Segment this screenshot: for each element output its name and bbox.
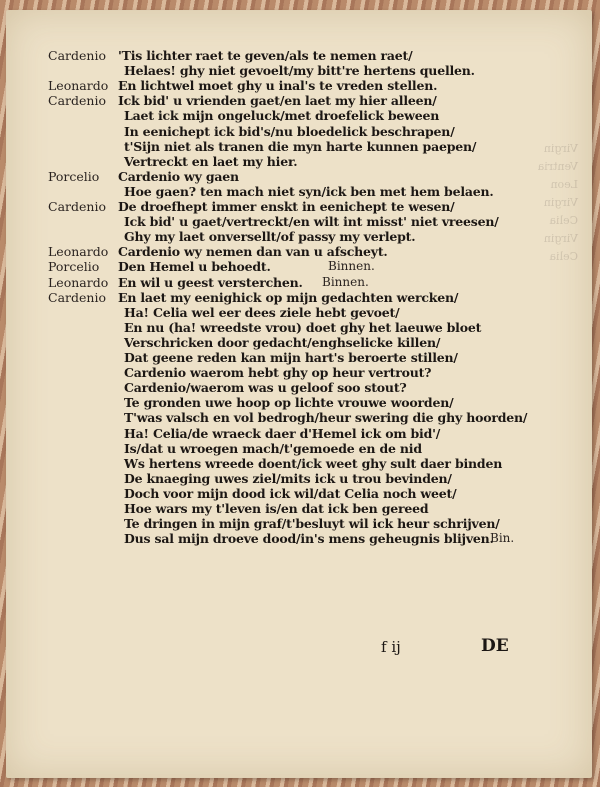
verse-line — [6, 456, 592, 471]
speaker-name: Leonardo — [48, 78, 109, 94]
verse-text: Cardenio waerom hebt ghy op heur vertrout? — [124, 365, 432, 381]
verse-text: Cardenio wy gaen — [118, 168, 239, 184]
verse-line — [6, 365, 592, 380]
verse-line — [6, 63, 592, 78]
verse-line — [6, 244, 592, 259]
verse-line — [6, 410, 592, 425]
verse-line — [6, 108, 592, 123]
verse-line — [6, 259, 592, 274]
play-text — [6, 10, 592, 778]
verse-text: Helaes! ghy niet gevoelt/my bitt're hertens quellen. — [124, 63, 475, 79]
verse-text: En nu (ha! wreedste vrou) doet ghy het laeuwe bloet — [124, 319, 482, 335]
verse-text: En wil u geest versterchen. — [118, 274, 303, 290]
verse-line — [6, 320, 592, 335]
verse-line — [6, 154, 592, 169]
verse-text: Hoe gaen? ten mach niet syn/ick ben met hem belaen. — [124, 183, 494, 199]
stage-direction: Bin. — [490, 531, 515, 546]
verse-text: Cardenio/waerom was u geloof soo stout? — [124, 380, 407, 396]
bleed-line: Leon — [550, 178, 578, 191]
verse-line — [6, 184, 592, 199]
verse-text: 'Tis lichter raet te geven/als te nemen raet/ — [118, 48, 413, 63]
verse-text: T'was valsch en vol bedrogh/heur swering die ghy hoorden/ — [124, 410, 528, 426]
verse-text: Te dringen in mijn graf/t'besluyt wil ick heur schrijven/ — [124, 516, 500, 532]
verse-text: t'Sijn niet als tranen die myn harte kunnen paepen/ — [124, 138, 477, 154]
verse-text: Doch voor mijn dood ick wil/dat Celia noch weet/ — [124, 485, 457, 501]
verse-text: Dat geene reden kan mijn hart's beroerte stillen/ — [124, 350, 458, 365]
verse-text: Ha! Celia/de wraeck daer d'Hemel ick om bid'/ — [124, 425, 441, 441]
verse-line — [6, 441, 592, 456]
verse-line — [6, 380, 592, 395]
verse-line — [6, 275, 592, 290]
verse-text: Verschricken door gedacht/enghselicke killen/ — [124, 334, 441, 350]
verse-line — [6, 501, 592, 516]
verse-line — [6, 335, 592, 350]
verse-text: Ghy my laet onversellt/of passy my verlept. — [124, 229, 416, 245]
bleed-line: Virgin — [543, 196, 578, 209]
verse-text: Vertreckt en laet my hier. — [124, 153, 298, 169]
verse-text: Den Hemel u behoedt. — [118, 259, 271, 275]
verse-line — [6, 350, 592, 365]
verse-text: Hoe wars my t'leven is/en dat ick ben gereed — [124, 501, 429, 516]
speaker-name: Leonardo — [48, 274, 109, 290]
bleed-line: Virgin — [543, 142, 578, 155]
bleed-line: Ventria — [537, 160, 578, 173]
verse-line — [6, 78, 592, 93]
verse-text: Ick bid' u vrienden gaet/en laet my hier alleen/ — [118, 93, 437, 109]
verse-line — [6, 229, 592, 244]
catchword: DE — [481, 636, 509, 656]
verse-text: En laet my eenighick op mijn gedachten wercken/ — [118, 289, 459, 305]
stage-direction: Binnen. — [328, 259, 375, 274]
verse-text: De knaeging uwes ziel/mits ick u trou bevinden/ — [124, 470, 452, 486]
verse-line — [6, 305, 592, 320]
verse-line — [6, 214, 592, 229]
verse-line — [6, 531, 592, 546]
speaker-name: Cardenio — [48, 289, 106, 305]
verse-line — [6, 199, 592, 214]
verse-text: Laet ick mijn ongeluck/met droefelick beween — [124, 108, 440, 124]
bleed-line: Celia — [549, 250, 578, 263]
verse-line — [6, 516, 592, 531]
speaker-name: Cardenio — [48, 93, 106, 109]
verse-line — [6, 426, 592, 441]
book-page — [6, 10, 592, 778]
verse-text: Ws hertens wreede doent/ick weet ghy sult daer binden — [124, 455, 503, 471]
verse-line — [6, 169, 592, 184]
verse-line — [6, 290, 592, 305]
verse-text: In eenichept ick bid's/nu bloedelick beschrapen/ — [124, 123, 455, 139]
speaker-name: Leonardo — [48, 244, 109, 260]
verse-text: Is/dat u wroegen mach/t'gemoede en de nid — [124, 440, 422, 456]
verse-text: Te gronden uwe hoop op lichte vrouwe woorden/ — [124, 395, 454, 411]
bleed-line: Virgin — [543, 232, 578, 245]
verse-text: Cardenio wy nemen dan van u afscheyt. — [118, 244, 388, 260]
bleed-line: Celia — [549, 214, 578, 227]
verse-text: Dus sal mijn droeve dood/in's mens geheugnis blijven. — [124, 531, 494, 547]
verse-line — [6, 395, 592, 410]
verse-line — [6, 471, 592, 486]
verse-text: En lichtwel moet ghy u inal's te vreden stellen. — [118, 78, 438, 94]
verse-line — [6, 486, 592, 501]
speaker-name: Cardenio — [48, 48, 106, 63]
verse-text: De droefhept immer enskt in eenichept te wesen/ — [118, 199, 455, 214]
speaker-name: Cardenio — [48, 199, 106, 214]
verse-text: Ha! Celia wel eer dees ziele hebt gevoet/ — [124, 304, 400, 320]
verse-line — [6, 93, 592, 108]
speaker-name: Porcelio — [48, 259, 100, 275]
signature-mark: f ij — [381, 638, 401, 656]
verse-line — [6, 48, 592, 63]
verse-text: Ick bid' u gaet/vertreckt/en wilt int misst' niet vreesen/ — [124, 214, 499, 230]
verse-line — [6, 124, 592, 139]
stage-direction: Binnen. — [322, 274, 369, 289]
speaker-name: Porcelio — [48, 168, 100, 184]
verse-line — [6, 139, 592, 154]
